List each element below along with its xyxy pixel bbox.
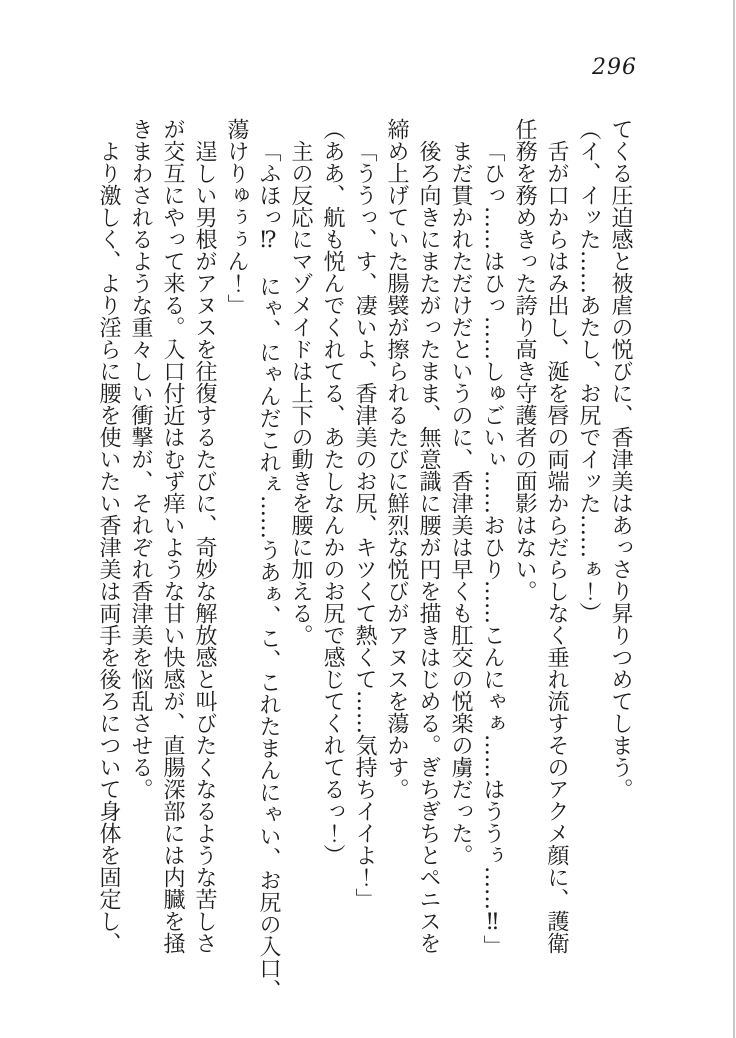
text-line: （ああ、航も悦んでくれてる、あたしなんかのお尻で感じてくれてるっ！） <box>320 118 345 866</box>
upright-punctuation: ‼ <box>480 910 505 935</box>
text-line: より激しく、より淫らに腰を使いたい香津美は両手を後ろについて身体を固定し、 <box>96 140 121 954</box>
text-line: まだ貫かれただけだというのに、香津美は早くも肛交の悦楽の虜だった。 <box>448 140 473 866</box>
text-line: 「ううっ、す、凄いよ、香津美のお尻、キツくて熱くて……気持ちイイよ！」 <box>352 140 377 910</box>
text-line: （イ、イッた……あたし、お尻でイッた……ぁ！） <box>576 118 601 624</box>
text-line: てくる圧迫感と被虐の悦びに、香津美はあっさり昇りつめてしまう。 <box>608 118 633 800</box>
text-line: 主の反応にマゾメイドは上下の動きを腰に加える。 <box>288 140 313 646</box>
text-line: 締め上げていた腸襞が擦られるたびに鮮烈な悦びがアヌスを蕩かす。 <box>384 118 409 800</box>
text-line: 後ろ向きにまたがったまま、無意識に腰が円を描きはじめる。ぎちぎちとペニスを <box>416 140 441 954</box>
page-edge-line <box>733 0 735 1038</box>
upright-punctuation: ⁉ <box>256 228 281 253</box>
text-line: きまわされるような重々しい衝撃が、それぞれ香津美を悩乱させる。 <box>128 118 153 800</box>
text-line: が交互にやって来る。入口付近はむず痒いような甘い快感が、直腸深部には内臓を掻 <box>160 118 185 954</box>
text-line: 「ひっ……はひっ……しゅごいぃ……おひり……こんにゃぁ……はううぅ……‼」 <box>480 140 505 957</box>
text-line: 任務を務めきった誇り高き守護者の面影はない。 <box>512 118 537 602</box>
text-line: 舌が口からはみ出し、涎を唇の両端からだらしなく垂れ流すそのアクメ顔に、護衛 <box>544 140 569 954</box>
text-line: 逞しい男根がアヌスを往復するたびに、奇妙な解放感と叫びたくなるような苦しさ <box>192 140 217 954</box>
page-number: 296 <box>592 55 637 80</box>
vertical-text-block <box>92 118 636 1001</box>
text-line: 蕩けりゅぅぅん！」 <box>224 118 249 316</box>
text-line: 「ふほっ⁉ にゃ、にゃんだこれぇ……うあぁ、こ、これたまんにゃい、お尻の入口、 <box>256 140 281 1001</box>
